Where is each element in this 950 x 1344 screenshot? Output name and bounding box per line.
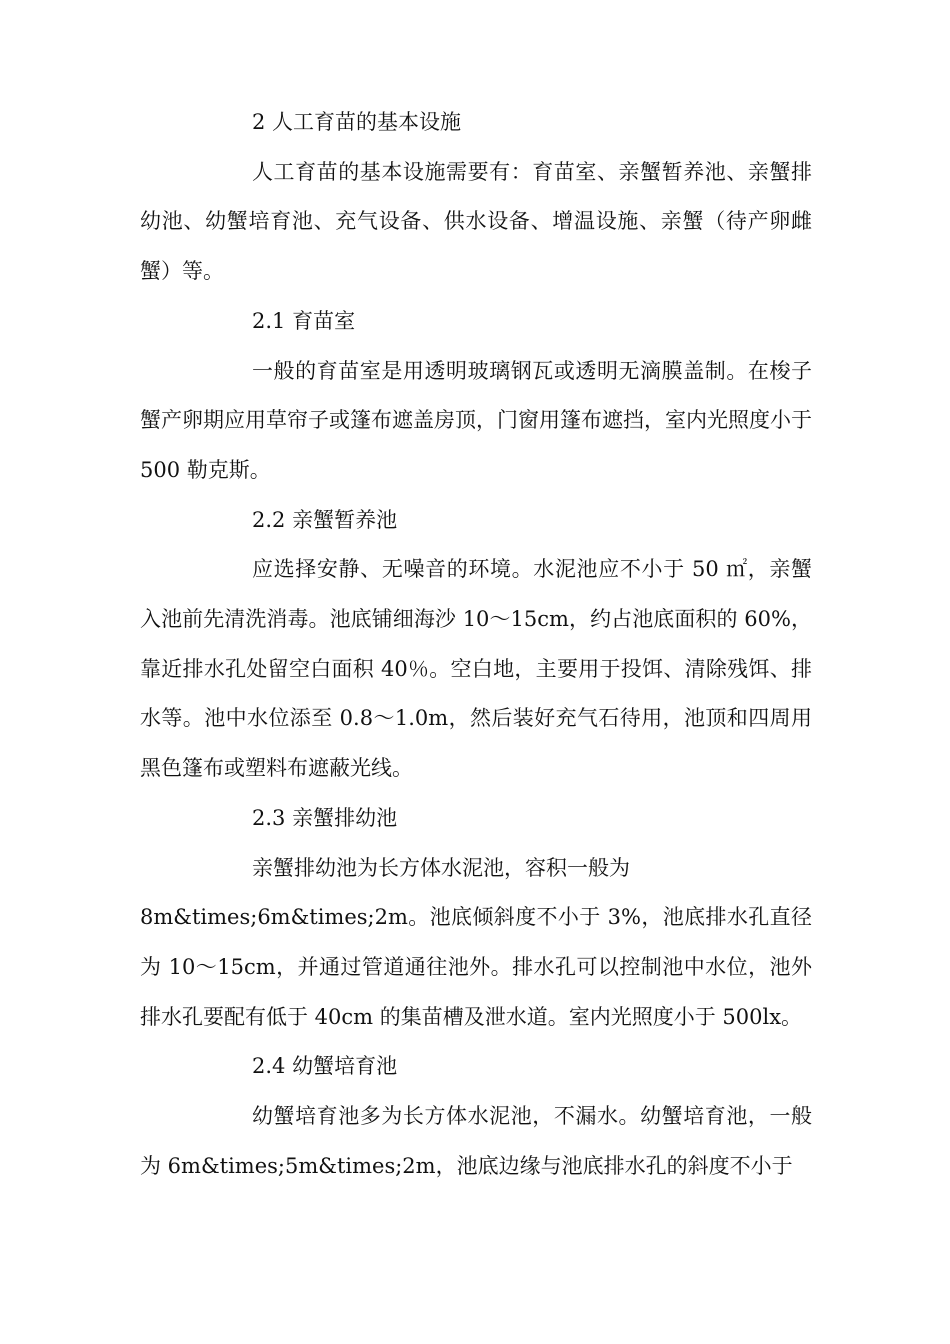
section-2-1-heading: 2.1 育苗室 bbox=[252, 308, 356, 333]
section-2-3-heading: 2.3 亲蟹排幼池 bbox=[252, 805, 398, 830]
section-2-4-body: 幼蟹培育池多为长方体水泥池，不漏水。幼蟹培育池，一般为 6m&times;5m&times;2m，池底边缘与池底排水孔的斜度不小于 bbox=[140, 1104, 812, 1178]
section-2-heading: 2 人工育苗的基本设施 bbox=[252, 110, 462, 134]
section-2-1-body: 一般的育苗室是用透明玻璃钢瓦或透明无滴膜盖制。在梭子蟹产卵期应用草帘子或篷布遮盖房顶，门窗用篷布遮挡，室内光照度小于 500 勒克斯。 bbox=[140, 358, 812, 482]
section-2-2-heading: 2.2 亲蟹暂养池 bbox=[252, 507, 398, 532]
section-2-3-body-rest: 8m&times;6m&times;2m。池底倾斜度不小于 3%，池底排水孔直径为 10～15cm，并通过管道通往池外。排水孔可以控制池中水位，池外排水孔要配有低于 40cm 的集苗槽及泄水道。室内光照度小于 500lx。 bbox=[140, 905, 812, 1029]
document-page bbox=[140, 98, 812, 1191]
section-2-body: 人工育苗的基本设施需要有：育苗室、亲蟹暂养池、亲蟹排幼池、幼蟹培育池、充气设备、供水设备、增温设施、亲蟹（待产卵雌蟹）等。 bbox=[140, 159, 812, 284]
section-2-2-body: 应选择安静、无噪音的环境。水泥池应不小于 50 ㎡，亲蟹入池前先清洗消毒。池底铺细海沙 10～15cm，约占池底面积的 60%，靠近排水孔处留空白面积 40％。空白地，主要用于投饵、清除残饵、排水等。池中水位添至 0.8～1.0m，然后装好充气石待用，池顶和四周用黑色篷布或塑料布遮蔽光线。 bbox=[140, 557, 812, 781]
section-2-3-body-line1: 亲蟹排幼池为长方体水泥池，容积一般为 bbox=[252, 855, 630, 880]
section-2-4-heading: 2.4 幼蟹培育池 bbox=[252, 1054, 398, 1079]
